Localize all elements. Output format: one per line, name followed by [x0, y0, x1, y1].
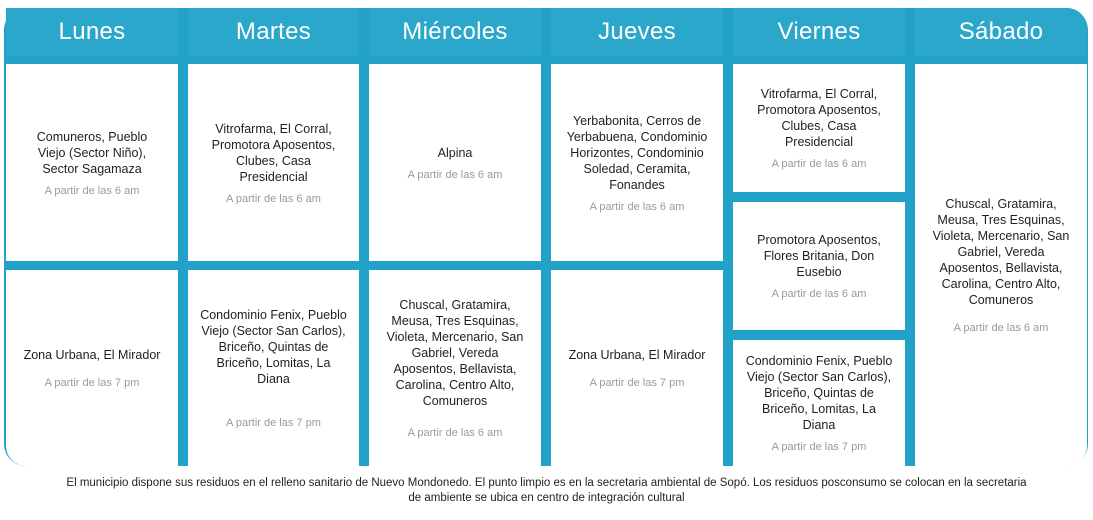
viernes-first-cell [733, 64, 905, 192]
route-places: Alpina [437, 145, 473, 160]
route-places: Zona Urbana, El Mirador [568, 348, 706, 362]
route-places: Comuneros, Pueblo Viejo (Sector Niño), Sector Sagamaza [36, 129, 148, 176]
collection-time: A partir de las 6 am [953, 322, 1049, 334]
viernes-second-cell [733, 202, 905, 330]
header-sabado: Sábado [915, 8, 1087, 56]
collection-time: A partir de las 6 am [771, 158, 867, 170]
viernes-third-cell [733, 340, 905, 466]
collection-time: A partir de las 6 am [771, 288, 867, 300]
collection-time: A partir de las 7 pm [44, 377, 140, 389]
header-viernes: Viernes [733, 8, 905, 56]
jueves-morning-cell [551, 64, 723, 261]
header-martes: Martes [188, 8, 359, 56]
route-places: Chuscal, Gratamira, Meusa, Tres Esquinas, Violeta, Mercenario, San Gabriel, Vereda Aposentos, Bellavista, Carolina, Centro Alto, Comuneros [386, 298, 524, 408]
sabado-cell [915, 64, 1087, 466]
footer-line-1: El municipio dispone sus residuos en el relleno sanitario de Nuevo Mondonedo. El punto limpio es en la secretaria ambiental de Sopó. Los residuos posconsumo se colocan en la secretaria [66, 477, 1027, 489]
footer-line-2: de ambiente se ubica en centro de integración cultural [408, 492, 685, 504]
route-places: Vitrofarma, El Corral, Promotora Aposentos, Clubes, Casa Presidencial [211, 121, 336, 184]
lunes-night-cell [6, 270, 178, 466]
jueves-night-cell [551, 270, 723, 466]
collection-time: A partir de las 6 am [407, 168, 503, 181]
martes-morning-cell [188, 64, 359, 261]
lunes-morning-cell [6, 64, 178, 261]
route-places: Yerbabonita, Cerros de Yerbabuena, Condominio Horizontes, Condominio Soledad, Ceramita, Fonandes [566, 113, 708, 192]
collection-time: A partir de las 7 pm [589, 377, 685, 389]
header-lunes: Lunes [6, 8, 178, 56]
collection-time: A partir de las 6 am [407, 427, 503, 439]
collection-time: A partir de las 6 am [589, 200, 685, 213]
route-places: Condominio Fenix, Pueblo Viejo (Sector San Carlos), Briceño, Quintas de Briceño, Lomitas, La Diana [200, 308, 347, 386]
route-places: Chuscal, Gratamira, Meusa, Tres Esquinas, Violeta, Mercenario, San Gabriel, Vereda Aposentos, Bellavista, Carolina, Centro Alto, Comuneros [932, 197, 1070, 307]
miercoles-morning-cell [369, 64, 541, 261]
route-places: Promotora Aposentos, Flores Britania, Don Eusebio [757, 233, 881, 279]
collection-time: A partir de las 6 am [226, 192, 321, 205]
martes-night-cell [188, 270, 359, 466]
collection-time: A partir de las 6 am [44, 184, 140, 197]
route-places: Condominio Fenix, Pueblo Viejo (Sector San Carlos), Briceño, Quintas de Briceño, Lomitas, La Diana [745, 354, 893, 432]
header-miercoles: Miércoles [369, 8, 541, 56]
miercoles-night-cell [369, 270, 541, 466]
route-places: Zona Urbana, El Mirador [23, 348, 161, 362]
collection-time: A partir de las 7 pm [771, 441, 867, 453]
footer-note [6, 476, 1087, 506]
route-places: Vitrofarma, El Corral, Promotora Aposentos, Clubes, Casa Presidencial [757, 87, 881, 149]
header-jueves: Jueves [551, 8, 723, 56]
collection-time: A partir de las 7 pm [226, 417, 321, 429]
